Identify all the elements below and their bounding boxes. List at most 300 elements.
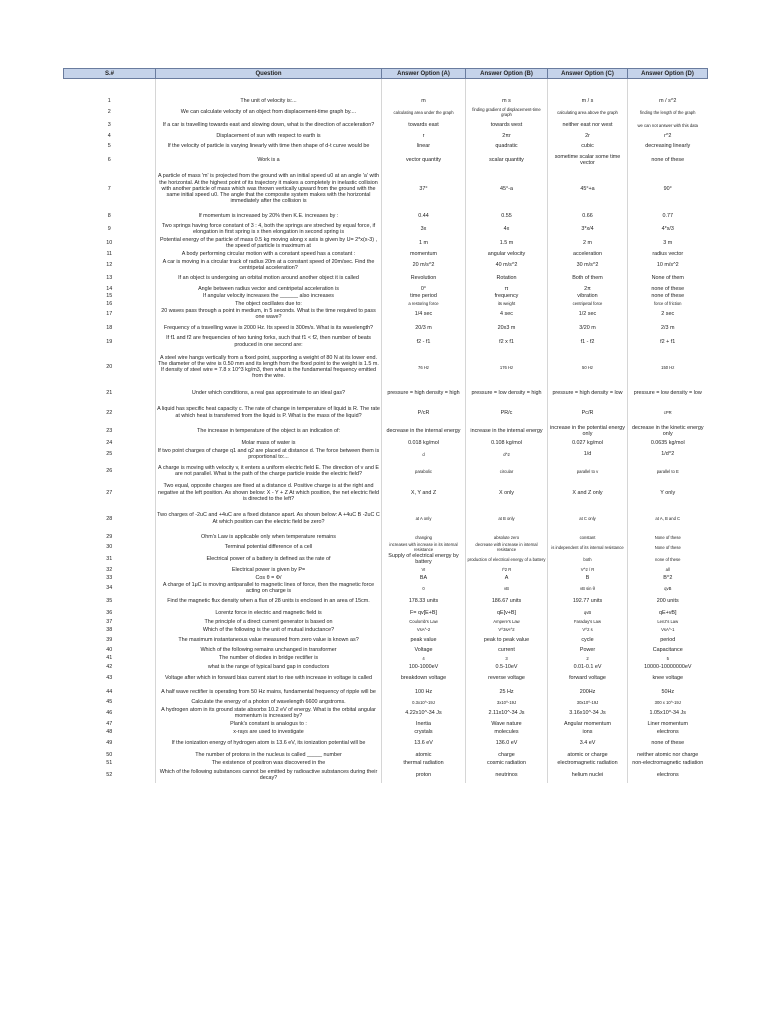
cell-sno[interactable]: 38 — [106, 626, 113, 633]
cell-option-a[interactable]: X, Y and Z — [382, 481, 466, 504]
cell-option-d[interactable]: 10 m/s^2 — [628, 259, 708, 272]
cell-option-d[interactable]: VsA^-1 — [628, 626, 708, 633]
cell-sno[interactable]: 42 — [106, 663, 113, 670]
cell-option-d[interactable]: None of these — [628, 541, 708, 553]
cell-question[interactable]: If angular velocity increases the ______ also increases — [156, 292, 382, 300]
cell-option-d[interactable]: 2 sec — [628, 307, 708, 321]
cell-question[interactable]: We can calculate velocity of an object from displacement-time graph by.... — [156, 106, 382, 118]
cell-option-c[interactable]: Power — [548, 646, 628, 654]
cell-option-c[interactable]: 2r — [548, 132, 628, 140]
cell-option-c[interactable]: 200Hz — [548, 685, 628, 698]
cell-option-a[interactable]: 178.33 units — [382, 594, 466, 608]
cell-option-d[interactable]: cPR — [628, 401, 708, 424]
cell-question[interactable]: Two springs having force constant of 3 : 4, both the springs are streched by equal force, if elongation in first spring is x then elongation in second spring is — [156, 221, 382, 237]
header-sno[interactable]: S.# — [64, 69, 156, 79]
cell-question[interactable]: A half wave rectifier is operating from 50 Hz mains, fundamental frequency of ripple will be — [156, 685, 382, 698]
cell-option-a[interactable]: m — [382, 97, 466, 106]
cell-option-b[interactable]: its weight — [466, 300, 548, 307]
cell-option-b[interactable]: 4x — [466, 221, 548, 237]
cell-option-a[interactable]: 0 — [382, 582, 466, 595]
cell-option-d[interactable]: 10000-10000000eV — [628, 662, 708, 671]
cell-option-d[interactable]: finding the length of the graph — [628, 106, 708, 118]
cell-question[interactable]: The object oscillates due to: — [156, 300, 382, 307]
cell-sno[interactable]: 18 — [106, 324, 113, 331]
cell-option-d[interactable]: None of them — [628, 271, 708, 285]
cell-option-d[interactable]: knee voltage — [628, 671, 708, 685]
cell-sno[interactable]: 27 — [106, 489, 113, 496]
cell-question[interactable]: Lorentz force in electric and magnetic field is — [156, 608, 382, 617]
cell-option-c[interactable]: 2π — [548, 285, 628, 292]
cell-option-b[interactable]: 45°-a — [466, 167, 548, 211]
cell-sno[interactable]: 22 — [106, 409, 113, 416]
cell-option-d[interactable]: we can not answer with this data — [628, 118, 708, 132]
cell-option-b[interactable]: m s — [466, 97, 548, 106]
cell-sno[interactable]: 4 — [107, 132, 111, 139]
cell-option-b[interactable]: at B only — [466, 504, 548, 533]
cell-question[interactable]: The number of protons in the nucleus is called _____ number — [156, 750, 382, 759]
cell-option-c[interactable]: 3*x/4 — [548, 221, 628, 237]
cell-sno[interactable]: 28 — [106, 515, 113, 522]
cell-sno[interactable]: 43 — [106, 675, 113, 682]
cell-option-a[interactable]: VsA^-2 — [382, 626, 466, 633]
cell-question[interactable]: Under which conditions, a real gas approximate to an ideal gas? — [156, 385, 382, 401]
cell-question[interactable]: Potential energy of the particle of mass 0.5 kg moving along x axis is given by U= 2*x(x-3) , the speed of particle is maximum at — [156, 237, 382, 250]
cell-option-d[interactable]: none of these — [628, 553, 708, 566]
cell-option-c[interactable]: sometime scalar some time vector — [548, 153, 628, 167]
cell-sno[interactable]: 40 — [106, 647, 113, 654]
cell-option-d[interactable]: 4*x/3 — [628, 221, 708, 237]
cell-sno[interactable]: 21 — [106, 390, 113, 397]
cell-question[interactable]: A car is moving in a circular track of radius 20m at a constant speed of 20m/sec. Find the centripetal acceleration? — [156, 259, 382, 272]
cell-option-a[interactable]: at A only — [382, 504, 466, 533]
cell-sno[interactable]: 34 — [106, 584, 113, 591]
cell-option-b[interactable]: Rotation — [466, 271, 548, 285]
cell-sno[interactable]: 2 — [107, 108, 111, 115]
cell-option-c[interactable]: 3.16x10^-34 Js — [548, 706, 628, 720]
cell-question[interactable]: The increase in temperature of the object is an indication of: — [156, 424, 382, 438]
cell-option-a[interactable]: momentum — [382, 250, 466, 259]
cell-option-a[interactable]: 20/3 m — [382, 321, 466, 334]
cell-sno[interactable]: 32 — [106, 566, 113, 573]
cell-sno[interactable]: 30 — [106, 544, 113, 551]
cell-option-c[interactable]: f1 - f2 — [548, 334, 628, 349]
cell-option-d[interactable]: 1.05x10^-34 Js — [628, 706, 708, 720]
cell-option-c[interactable]: Both of them — [548, 271, 628, 285]
cell-question[interactable]: A hydrogen atom in its ground state absorbs 10.2 eV of energy. What is the orbital angular momentum is increased by? — [156, 706, 382, 720]
cell-option-a[interactable]: 4.22x10^-34 Js — [382, 706, 466, 720]
cell-option-c[interactable]: Faraday's Law — [548, 617, 628, 626]
cell-option-a[interactable]: changing — [382, 533, 466, 541]
cell-option-b[interactable]: circular — [466, 461, 548, 481]
cell-sno[interactable]: 26 — [106, 468, 113, 475]
cell-option-d[interactable]: 0.77 — [628, 211, 708, 221]
cell-sno[interactable]: 16 — [106, 300, 113, 307]
cell-option-b[interactable]: 0.5-10eV — [466, 662, 548, 671]
cell-option-b[interactable]: 136.0 eV — [466, 736, 548, 750]
header-option-c[interactable]: Answer Option (C) — [548, 69, 628, 79]
cell-option-b[interactable]: 176 Hz — [466, 349, 548, 385]
cell-option-d[interactable]: f2 + f1 — [628, 334, 708, 349]
cell-option-a[interactable]: BA — [382, 574, 466, 582]
cell-option-b[interactable]: cosmic radiation — [466, 759, 548, 767]
cell-option-c[interactable]: V^2 / R — [548, 566, 628, 574]
cell-option-a[interactable]: Revolution — [382, 271, 466, 285]
cell-option-c[interactable]: 0.027 kg/mol — [548, 438, 628, 447]
cell-option-b[interactable]: increase in the internal energy — [466, 424, 548, 438]
cell-sno[interactable]: 25 — [106, 451, 113, 458]
cell-question[interactable]: A liquid has specific heat capacity c. The rate of change in temperature of liquid is R. The rate at which heat is transferred from the liquid is P. What is the mass of the liquid? — [156, 401, 382, 424]
cell-sno[interactable]: 47 — [106, 721, 113, 728]
cell-question[interactable]: Two charges of -2uC and +4uC are a fixed distance apart. As shown below: A +4uC B -2uC C At which position can the electric field be zero? — [156, 504, 382, 533]
cell-question[interactable]: 20 waves pass through a point in medium, in 5 seconds. What is the time required to pass one wave? — [156, 307, 382, 321]
cell-option-b[interactable]: peak to peak value — [466, 633, 548, 646]
cell-option-c[interactable]: at C only — [548, 504, 628, 533]
cell-option-c[interactable]: neither east nor west — [548, 118, 628, 132]
cell-option-c[interactable]: centripetal force — [548, 300, 628, 307]
cell-sno[interactable]: 44 — [106, 688, 113, 695]
cell-question[interactable]: Electrical power is given by P= — [156, 566, 382, 574]
cell-question[interactable]: Displacement of sun with respect to earth is — [156, 132, 382, 140]
cell-sno[interactable]: 11 — [106, 250, 113, 257]
cell-option-d[interactable]: decreasing linearly — [628, 140, 708, 153]
cell-question[interactable]: Which of the following substances cannot be emitted by radioactive substances during their decay? — [156, 767, 382, 783]
cell-option-a[interactable]: pressure = high density = high — [382, 385, 466, 401]
cell-sno[interactable]: 46 — [106, 710, 113, 717]
cell-option-a[interactable]: calculating area under the graph — [382, 106, 466, 118]
cell-question[interactable]: Ohm's Law is applicable only when temperature remains — [156, 533, 382, 541]
cell-option-b[interactable]: reverse voltage — [466, 671, 548, 685]
cell-option-b[interactable]: 0.108 kg/mol — [466, 438, 548, 447]
cell-option-b[interactable]: I^2 R — [466, 566, 548, 574]
cell-question[interactable]: If an object is undergoing an orbital motion around another object it is called — [156, 271, 382, 285]
cell-option-b[interactable]: 3 — [466, 654, 548, 662]
cell-option-c[interactable]: Angular momentum — [548, 720, 628, 728]
cell-option-d[interactable]: neither atomic nor charge — [628, 750, 708, 759]
cell-option-d[interactable]: Y only — [628, 481, 708, 504]
cell-option-b[interactable]: charge — [466, 750, 548, 759]
cell-sno[interactable]: 7 — [107, 185, 111, 192]
cell-option-d[interactable]: m / s^2 — [628, 97, 708, 106]
cell-option-d[interactable]: none of these — [628, 153, 708, 167]
cell-option-d[interactable]: None of these — [628, 533, 708, 541]
cell-option-c[interactable]: ions — [548, 728, 628, 736]
cell-option-d[interactable]: qvB — [628, 582, 708, 595]
cell-option-b[interactable]: 40 m/s^2 — [466, 259, 548, 272]
cell-sno[interactable]: 1 — [107, 98, 111, 105]
cell-sno[interactable]: 24 — [106, 439, 113, 446]
cell-option-d[interactable]: 150 Hz — [628, 349, 708, 385]
cell-option-a[interactable]: r — [382, 132, 466, 140]
cell-option-a[interactable]: vector quantity — [382, 153, 466, 167]
cell-question[interactable]: If the velocity of particle is varying linearly with time then shape of d-t curve would be — [156, 140, 382, 153]
cell-sno[interactable]: 13 — [106, 275, 113, 282]
cell-option-a[interactable]: Coulomb's Law — [382, 617, 466, 626]
cell-option-c[interactable]: helium nuclei — [548, 767, 628, 783]
cell-option-d[interactable]: 0.0635 kg/mol — [628, 438, 708, 447]
cell-option-d[interactable]: none of these — [628, 285, 708, 292]
cell-question[interactable]: The principle of a direct current generator is based on — [156, 617, 382, 626]
cell-option-c[interactable]: 30x10^-19J — [548, 698, 628, 706]
cell-sno[interactable]: 35 — [106, 598, 113, 605]
cell-question[interactable]: what is the range of typical band gap in conductors — [156, 662, 382, 671]
cell-option-d[interactable]: non-electromagnetic radiation — [628, 759, 708, 767]
cell-sno[interactable]: 6 — [107, 156, 111, 163]
cell-option-a[interactable]: Voltage — [382, 646, 466, 654]
cell-sno[interactable]: 45 — [106, 699, 113, 706]
cell-option-a[interactable]: P/cR — [382, 401, 466, 424]
cell-option-b[interactable]: frequency — [466, 292, 548, 300]
cell-option-a[interactable]: 1/4 sec — [382, 307, 466, 321]
cell-option-a[interactable]: VI — [382, 566, 466, 574]
cell-option-d[interactable]: 300 x 10^-19J — [628, 698, 708, 706]
cell-question[interactable]: If two point charges of charge q1 and q2 are placed at distance d. The force between them is proportional to:... — [156, 447, 382, 461]
cell-option-d[interactable]: 5 — [628, 654, 708, 662]
cell-option-d[interactable]: force of friction — [628, 300, 708, 307]
cell-question[interactable]: If f1 and f2 are frequencies of two tuning forks, such that f1 < f2, then number of beats produced in one second are: — [156, 334, 382, 349]
cell-sno[interactable]: 52 — [106, 772, 113, 779]
cell-option-d[interactable]: 200 units — [628, 594, 708, 608]
cell-sno[interactable]: 50 — [106, 751, 113, 758]
cell-option-d[interactable]: electrons — [628, 767, 708, 783]
cell-option-b[interactable]: 3x10^-19J — [466, 698, 548, 706]
cell-option-a[interactable]: 37° — [382, 167, 466, 211]
cell-option-c[interactable]: cycle — [548, 633, 628, 646]
cell-option-d[interactable]: none of these — [628, 736, 708, 750]
cell-option-a[interactable]: Inertia — [382, 720, 466, 728]
cell-question[interactable]: Voltage after which in forward bias current start to rise with increase in voltage is called — [156, 671, 382, 685]
cell-sno[interactable]: 17 — [106, 311, 113, 318]
cell-option-b[interactable]: 0.55 — [466, 211, 548, 221]
cell-option-b[interactable]: Ampere's Law — [466, 617, 548, 626]
cell-option-b[interactable]: π — [466, 285, 548, 292]
cell-option-b[interactable]: 20x3 m — [466, 321, 548, 334]
cell-option-a[interactable]: crystals — [382, 728, 466, 736]
cell-option-a[interactable]: breakdown voltage — [382, 671, 466, 685]
cell-option-a[interactable]: 0° — [382, 285, 466, 292]
cell-option-d[interactable]: all — [628, 566, 708, 574]
cell-option-d[interactable]: qE+vB] — [628, 608, 708, 617]
cell-sno[interactable]: 29 — [106, 534, 113, 541]
cell-question[interactable]: Frequency of a travelling wave is 2000 Hz. Its speed is 300m/s. What is its wavelength? — [156, 321, 382, 334]
cell-option-a[interactable]: F= qv[E+B] — [382, 608, 466, 617]
cell-option-d[interactable]: 90° — [628, 167, 708, 211]
cell-question[interactable]: The maximum instantaneous value measured from zero value is known as? — [156, 633, 382, 646]
cell-option-b[interactable]: V^3sA^2 — [466, 626, 548, 633]
cell-option-a[interactable]: f2 - f1 — [382, 334, 466, 349]
cell-option-a[interactable]: towards east — [382, 118, 466, 132]
cell-option-b[interactable]: neutrinos — [466, 767, 548, 783]
cell-question[interactable]: Two equal, opposite charges are fixed at a distance d. Positive charge is at the right and negative at the left position. As shown below: X - Y + Z At which position, the net electric field is directed to the left? — [156, 481, 382, 504]
cell-option-c[interactable]: m / s — [548, 97, 628, 106]
cell-question[interactable]: Molar mass of water is — [156, 438, 382, 447]
cell-option-c[interactable]: acceleration — [548, 250, 628, 259]
cell-option-b[interactable]: current — [466, 646, 548, 654]
cell-option-c[interactable]: both — [548, 553, 628, 566]
cell-option-c[interactable]: 30 m/s^2 — [548, 259, 628, 272]
cell-question[interactable]: Work is a — [156, 153, 382, 167]
cell-option-b[interactable]: decrease with increase in internal resistance — [466, 541, 548, 553]
cell-option-c[interactable]: is independent of its internal resistance — [548, 541, 628, 553]
cell-question[interactable]: Cos θ = Φ/ — [156, 574, 382, 582]
cell-sno[interactable]: 41 — [106, 655, 113, 662]
cell-option-b[interactable]: 4 sec — [466, 307, 548, 321]
cell-option-a[interactable]: d — [382, 447, 466, 461]
cell-option-d[interactable]: Lenz's Law — [628, 617, 708, 626]
cell-option-b[interactable]: A — [466, 574, 548, 582]
cell-option-a[interactable]: linear — [382, 140, 466, 153]
cell-option-a[interactable]: 3x — [382, 221, 466, 237]
cell-question[interactable]: A steel wire hangs vertically from a fixed point, supporting a weight of 80 N at its lower end. The diameter of the wire is 0.50 mm and its length from the fixed point to the weight is 1.5 m. If density of steel wire = 7.8 x 10^3 kg/m3, then what is the fundamental frequency emitted from the wire. — [156, 349, 382, 385]
cell-option-d[interactable]: electrons — [628, 728, 708, 736]
cell-option-a[interactable]: 20 m/s^2 — [382, 259, 466, 272]
header-option-a[interactable]: Answer Option (A) — [382, 69, 466, 79]
cell-option-d[interactable]: r^2 — [628, 132, 708, 140]
cell-question[interactable]: The existence of positron was discovered in the — [156, 759, 382, 767]
cell-question[interactable]: A particle of mass 'm' is projected from the ground with an initial speed u0 at an angle 'a' with the horizontal. At the highest point of its trajectory it makes a completely in inelastic collision with another particle of mass which was thrown vertically upward from the ground with the same initial speed u0. The angle that the composite system makes with the horizontal immediately after the collision is — [156, 167, 382, 211]
cell-option-d[interactable]: pressure = low density = low — [628, 385, 708, 401]
cell-option-c[interactable]: increase in the potential energy only — [548, 424, 628, 438]
cell-sno[interactable]: 19 — [106, 338, 113, 345]
cell-option-c[interactable]: 50 Hz — [548, 349, 628, 385]
cell-option-d[interactable]: decrease in the kinetic energy only — [628, 424, 708, 438]
cell-sno[interactable]: 39 — [106, 636, 113, 643]
cell-option-c[interactable]: 0.01-0.1 eV — [548, 662, 628, 671]
cell-option-b[interactable]: qE[v+B] — [466, 608, 548, 617]
cell-question[interactable]: Electrical power of a battery is defined as the rate of — [156, 553, 382, 566]
cell-sno[interactable]: 12 — [106, 261, 113, 268]
cell-question[interactable]: If momentum is increased by 20% then K.E. increases by : — [156, 211, 382, 221]
cell-sno[interactable]: 14 — [106, 285, 113, 292]
cell-question[interactable]: The number of diodes in bridge rectifier is — [156, 654, 382, 662]
cell-option-a[interactable]: Supply of electrical energy by battery — [382, 553, 466, 566]
cell-option-a[interactable]: 4 — [382, 654, 466, 662]
cell-option-b[interactable]: Wave nature — [466, 720, 548, 728]
cell-question[interactable]: Which of the following is the unit of mutual inductance? — [156, 626, 382, 633]
cell-option-a[interactable]: atomic — [382, 750, 466, 759]
cell-question[interactable]: If the ionization energy of hydrogen atom is 13.6 eV, its ionization potential will be — [156, 736, 382, 750]
cell-option-d[interactable]: radius vector — [628, 250, 708, 259]
cell-option-b[interactable]: PR/c — [466, 401, 548, 424]
cell-option-c[interactable]: cubic — [548, 140, 628, 153]
cell-option-d[interactable]: period — [628, 633, 708, 646]
cell-sno[interactable]: 37 — [106, 618, 113, 625]
cell-option-a[interactable]: 1 m — [382, 237, 466, 250]
cell-option-d[interactable]: B^2 — [628, 574, 708, 582]
cell-question[interactable]: A charge of 1μC is moving antiparallel to magnetic lines of force, then the magnetic force acting on charge is — [156, 582, 382, 595]
cell-option-c[interactable]: atomic or charge — [548, 750, 628, 759]
cell-option-c[interactable]: 2 m — [548, 237, 628, 250]
header-option-d[interactable]: Answer Option (D) — [628, 69, 708, 79]
cell-option-c[interactable]: 192.77 units — [548, 594, 628, 608]
cell-question[interactable]: If a car is travelling towards east and slowing down, what is the direction of acceleration? — [156, 118, 382, 132]
cell-option-a[interactable]: proton — [382, 767, 466, 783]
cell-option-c[interactable]: 1/2 sec — [548, 307, 628, 321]
cell-option-b[interactable]: angular velocity — [466, 250, 548, 259]
cell-option-d[interactable]: parallel to E — [628, 461, 708, 481]
cell-option-c[interactable]: 45°+a — [548, 167, 628, 211]
cell-option-c[interactable]: forward voltage — [548, 671, 628, 685]
cell-option-c[interactable]: constant — [548, 533, 628, 541]
cell-option-a[interactable]: peak value — [382, 633, 466, 646]
cell-option-b[interactable]: absolute zero — [466, 533, 548, 541]
cell-question[interactable]: Plank's constant is analogus to : — [156, 720, 382, 728]
cell-sno[interactable]: 5 — [107, 143, 111, 150]
cell-option-c[interactable]: V^2 s — [548, 626, 628, 633]
cell-option-c[interactable]: Pc/R — [548, 401, 628, 424]
cell-option-a[interactable]: thermal radiation — [382, 759, 466, 767]
cell-question[interactable]: Angle between radius vector and centripetal acceleration is — [156, 285, 382, 292]
cell-sno[interactable]: 10 — [106, 240, 113, 247]
cell-sno[interactable]: 20 — [106, 364, 113, 371]
cell-question[interactable]: Calculate the energy of a photon of wavelength 6600 angstroms. — [156, 698, 382, 706]
cell-option-d[interactable]: 1/d^2 — [628, 447, 708, 461]
cell-sno[interactable]: 3 — [107, 121, 111, 128]
cell-option-c[interactable]: 3.4 eV — [548, 736, 628, 750]
cell-option-c[interactable]: B — [548, 574, 628, 582]
cell-option-c[interactable]: pressure = high density = low — [548, 385, 628, 401]
cell-option-c[interactable]: 1/d — [548, 447, 628, 461]
cell-option-d[interactable]: 50Hz — [628, 685, 708, 698]
cell-option-c[interactable]: 0.66 — [548, 211, 628, 221]
cell-option-b[interactable]: scalar quantity — [466, 153, 548, 167]
cell-sno[interactable]: 49 — [106, 740, 113, 747]
cell-option-b[interactable]: 2πr — [466, 132, 548, 140]
cell-option-b[interactable]: 186.67 units — [466, 594, 548, 608]
cell-option-a[interactable]: a restoring force — [382, 300, 466, 307]
cell-sno[interactable]: 9 — [107, 225, 111, 232]
cell-option-b[interactable]: production of electrical energy of a battery — [466, 553, 548, 566]
cell-option-a[interactable]: 0.3x10^-19J — [382, 698, 466, 706]
cell-option-a[interactable]: time period — [382, 292, 466, 300]
cell-sno[interactable]: 51 — [106, 760, 113, 767]
cell-option-d[interactable]: Capacitance — [628, 646, 708, 654]
cell-question[interactable]: Which of the following remains unchanged in transformer — [156, 646, 382, 654]
cell-question[interactable]: The unit of velocity is:... — [156, 97, 382, 106]
cell-question[interactable]: A body performing circular motion with a constant speed has a constant : — [156, 250, 382, 259]
cell-option-b[interactable]: towards west — [466, 118, 548, 132]
cell-option-c[interactable]: 3/20 m — [548, 321, 628, 334]
cell-option-c[interactable]: electromagnetic radiation — [548, 759, 628, 767]
cell-sno[interactable]: 48 — [106, 729, 113, 736]
cell-option-a[interactable]: parabolic — [382, 461, 466, 481]
cell-option-d[interactable]: 2/3 m — [628, 321, 708, 334]
cell-option-b[interactable]: finding gradient of displacement-time graph — [466, 106, 548, 118]
cell-sno[interactable]: 33 — [106, 574, 113, 581]
cell-option-d[interactable]: 3 m — [628, 237, 708, 250]
cell-option-b[interactable]: 25 Hz — [466, 685, 548, 698]
cell-option-c[interactable]: parallel to v — [548, 461, 628, 481]
cell-option-c[interactable]: calculating area above the graph — [548, 106, 628, 118]
cell-option-d[interactable]: none of these — [628, 292, 708, 300]
header-option-b[interactable]: Answer Option (B) — [466, 69, 548, 79]
cell-option-b[interactable]: quadratic — [466, 140, 548, 153]
cell-option-b[interactable]: d^2 — [466, 447, 548, 461]
cell-option-b[interactable]: pressure = low density = high — [466, 385, 548, 401]
cell-option-c[interactable]: qvB — [548, 608, 628, 617]
cell-option-a[interactable]: 100-1000eV — [382, 662, 466, 671]
cell-option-d[interactable]: Liner momentum — [628, 720, 708, 728]
cell-option-a[interactable]: decrease in the internal energy — [382, 424, 466, 438]
cell-sno[interactable]: 36 — [106, 609, 113, 616]
cell-sno[interactable]: 8 — [107, 212, 111, 219]
cell-question[interactable]: Terminal potential difference of a cell — [156, 541, 382, 553]
cell-option-a[interactable]: 100 Hz — [382, 685, 466, 698]
header-question[interactable]: Question — [156, 69, 382, 79]
cell-option-a[interactable]: 76 Hz — [382, 349, 466, 385]
cell-sno[interactable]: 31 — [106, 556, 113, 563]
cell-option-b[interactable]: X only — [466, 481, 548, 504]
cell-sno[interactable]: 15 — [106, 293, 113, 300]
